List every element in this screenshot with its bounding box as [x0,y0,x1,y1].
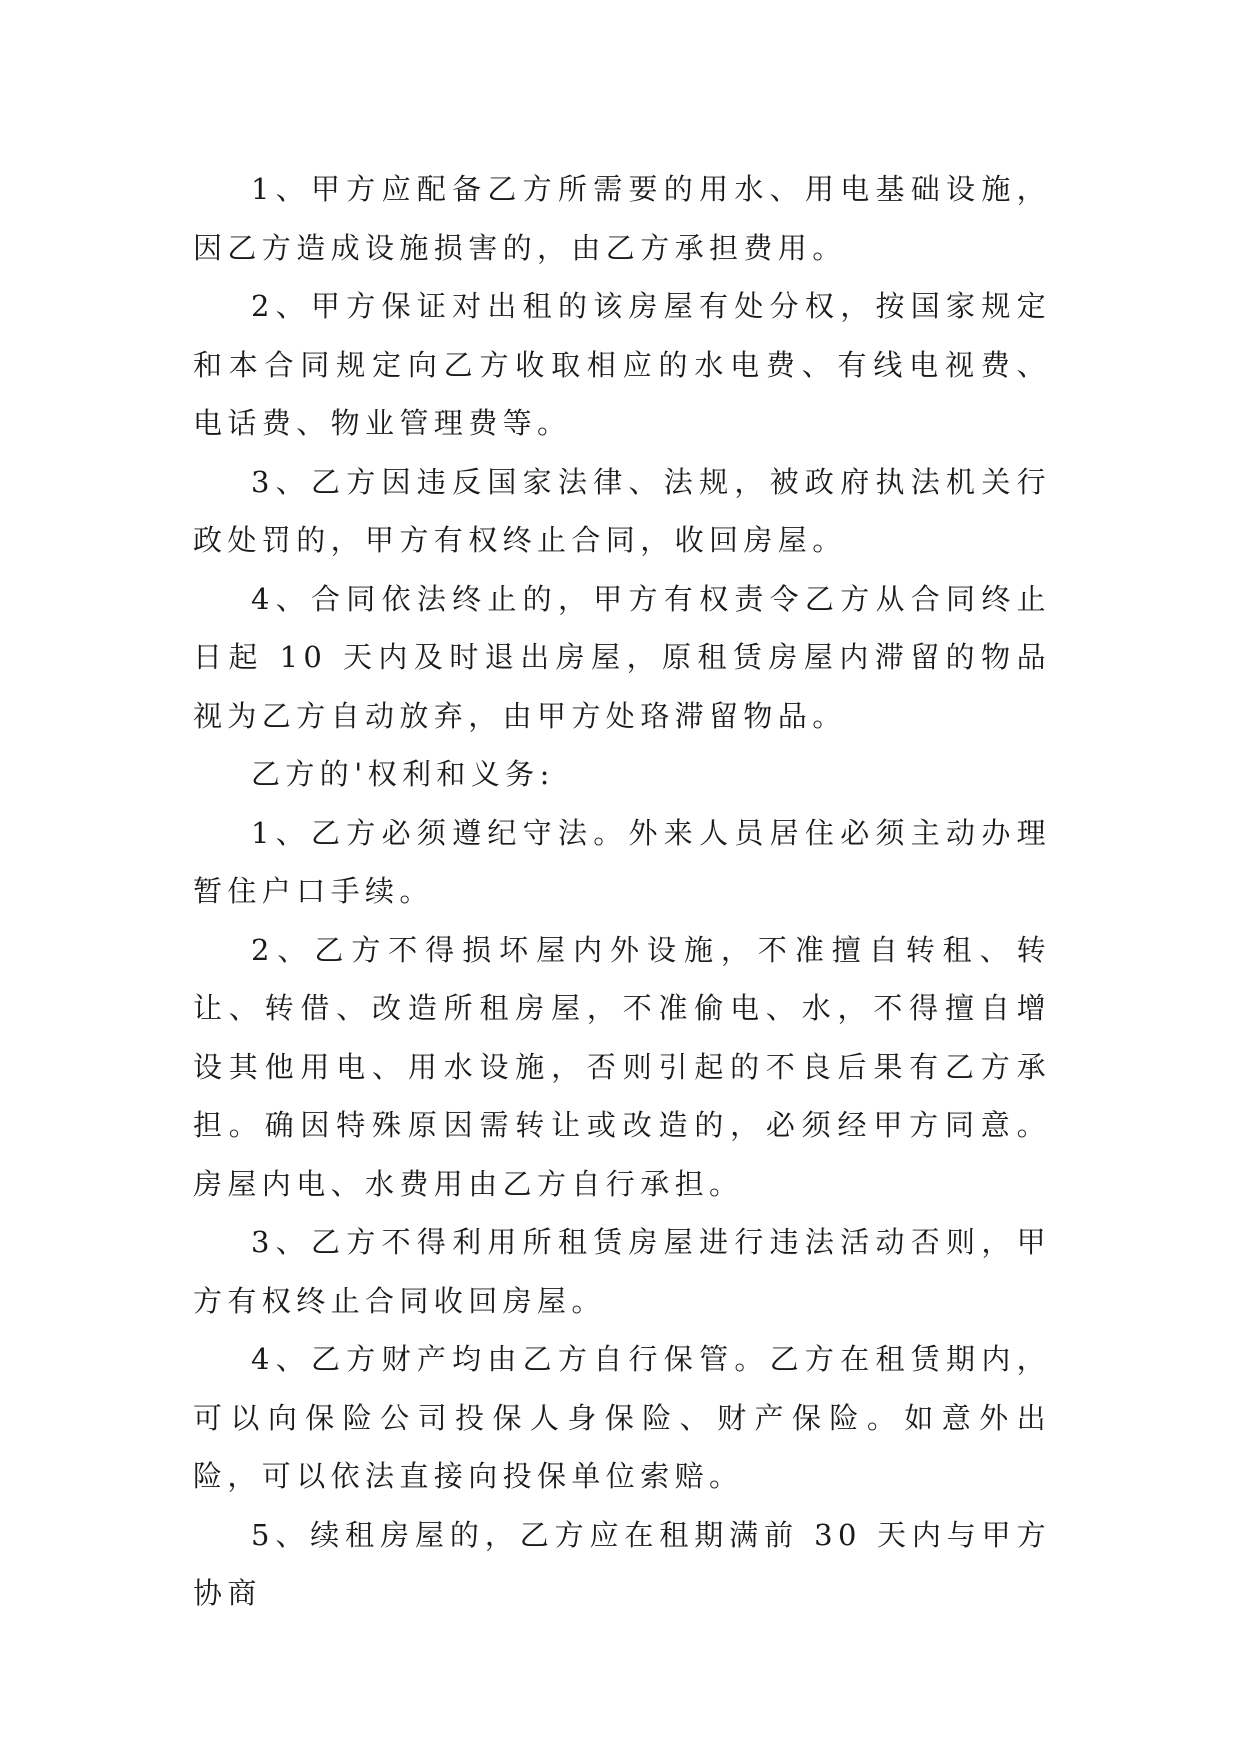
clause-landlord-4: 4、合同依法终止的，甲方有权责令乙方从合同终止日起 10 天内及时退出房屋，原租赁房屋内滞留的物品视为乙方自动放弃，由甲方处珞滞留物品。 [193,581,1051,733]
clause-tenant-2: 2、乙方不得损坏屋内外设施，不准擅自转租、转让、转借、改造所租房屋，不准偷电、水，不得擅自增设其他用电、用水设施，否则引起的不良后果有乙方承担。确因特殊原因需转让或改造的，必须经甲方同意。房屋内电、水费用由乙方自行承担。 [193,932,1051,1201]
clause-landlord-2: 2、甲方保证对出租的该房屋有处分权，按国家规定和本合同规定向乙方收取相应的水电费、有线电视费、电话费、物业管理费等。 [193,289,1051,440]
section-heading-tenant: 乙方的'权利和义务: [251,757,555,791]
clause-tenant-5: 5、续租房屋的，乙方应在租期满前 30 天内与甲方协商 [193,1517,1051,1610]
clause-tenant-4: 4、乙方财产均由乙方自行保管。乙方在租赁期内，可以向保险公司投保人身保险、财产保险。如意外出险，可以依法直接向投保单位索赔。 [193,1342,1051,1493]
contract-body [193,160,1051,1623]
clause-tenant-1: 1、乙方必须遵纪守法。外来人员居住必须主动办理暂住户口手续。 [193,815,1051,908]
clause-landlord-3: 3、乙方因违反国家法律、法规，被政府执法机关行政处罚的，甲方有权终止合同，收回房屋。 [193,464,1051,557]
clause-landlord-1: 1、甲方应配备乙方所需要的用水、用电基础设施，因乙方造成设施损害的，由乙方承担费用。 [193,172,1051,265]
clause-tenant-3: 3、乙方不得利用所租赁房屋进行违法活动否则，甲方有权终止合同收回房屋。 [193,1225,1051,1318]
